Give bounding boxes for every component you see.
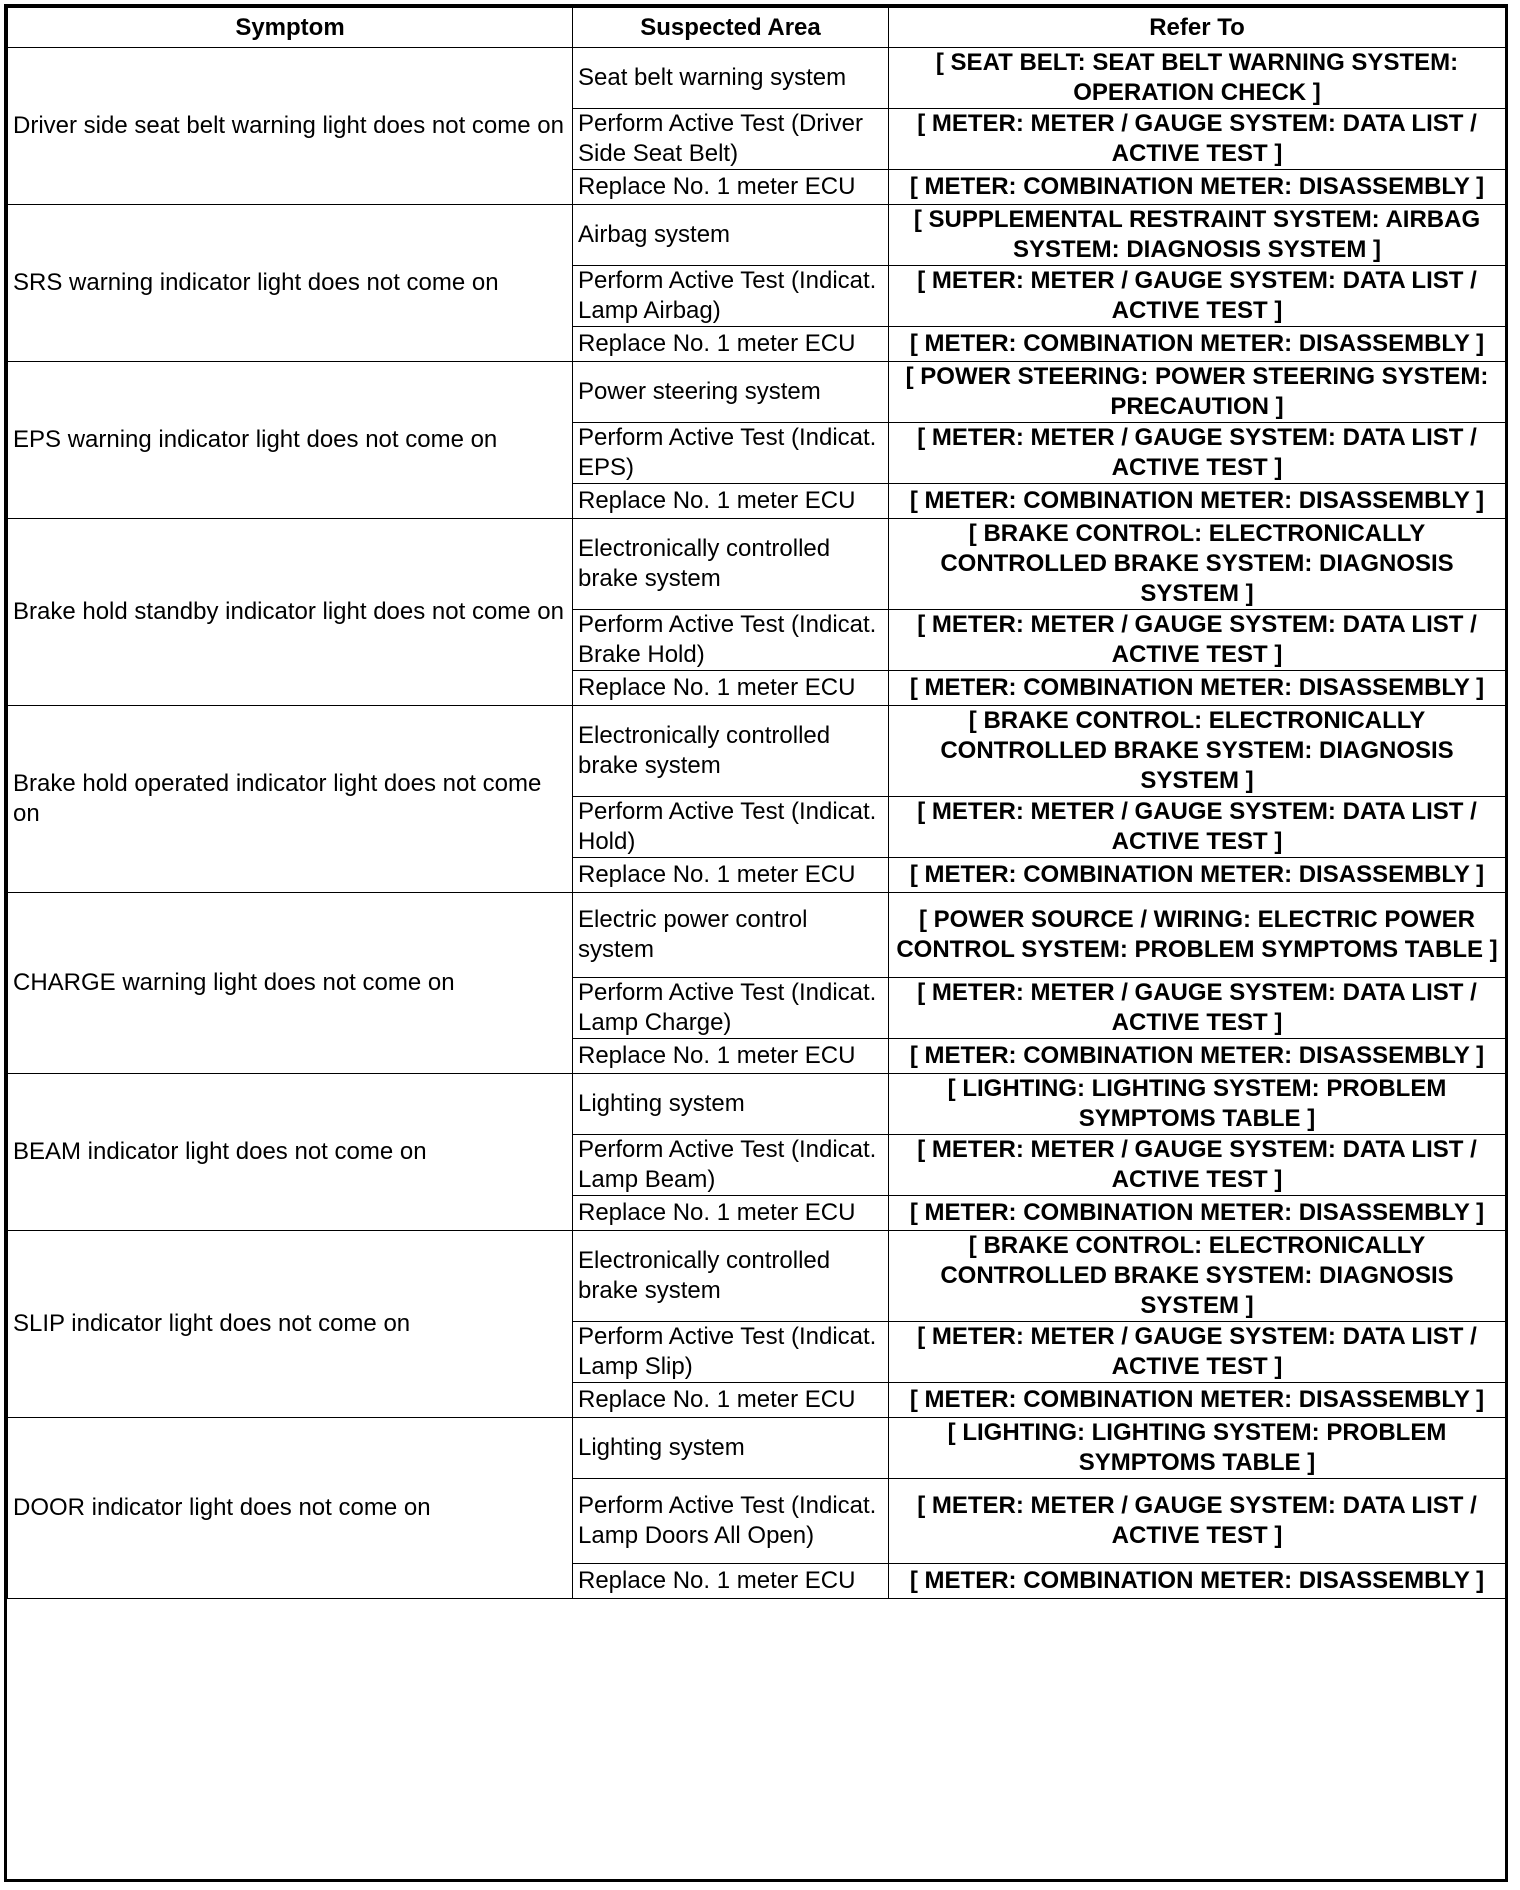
refer-to-cell: [ METER: METER / GAUGE SYSTEM: DATA LIST / ACTIVE TEST ]	[889, 610, 1506, 671]
refer-to-cell: [ METER: COMBINATION METER: DISASSEMBLY ]	[889, 484, 1506, 519]
suspected-area-cell: Perform Active Test (Indicat. Brake Hold)	[573, 610, 889, 671]
suspected-area-cell: Electric power control system	[573, 893, 889, 978]
symptom-cell: SRS warning indicator light does not come on	[8, 205, 573, 362]
refer-to-cell: [ METER: COMBINATION METER: DISASSEMBLY ]	[889, 327, 1506, 362]
suspected-area-cell: Replace No. 1 meter ECU	[573, 484, 889, 519]
table-row	[8, 519, 1506, 610]
header-suspected-area: Suspected Area	[573, 8, 889, 48]
header-refer-to: Refer To	[889, 8, 1506, 48]
refer-to-cell: [ METER: METER / GAUGE SYSTEM: DATA LIST / ACTIVE TEST ]	[889, 109, 1506, 170]
symptom-cell: EPS warning indicator light does not come on	[8, 362, 573, 519]
refer-to-cell: [ SEAT BELT: SEAT BELT WARNING SYSTEM: OPERATION CHECK ]	[889, 48, 1506, 109]
suspected-area-cell: Perform Active Test (Indicat. Lamp Airbag)	[573, 266, 889, 327]
refer-to-cell: [ POWER SOURCE / WIRING: ELECTRIC POWER CONTROL SYSTEM: PROBLEM SYMPTOMS TABLE ]	[889, 893, 1506, 978]
symptom-cell: BEAM indicator light does not come on	[8, 1074, 573, 1231]
refer-to-cell: [ METER: METER / GAUGE SYSTEM: DATA LIST / ACTIVE TEST ]	[889, 423, 1506, 484]
table-row	[8, 1418, 1506, 1479]
refer-to-cell: [ SUPPLEMENTAL RESTRAINT SYSTEM: AIRBAG SYSTEM: DIAGNOSIS SYSTEM ]	[889, 205, 1506, 266]
suspected-area-cell: Perform Active Test (Indicat. Lamp Slip)	[573, 1322, 889, 1383]
symptom-cell: DOOR indicator light does not come on	[8, 1418, 573, 1599]
refer-to-cell: [ METER: COMBINATION METER: DISASSEMBLY ]	[889, 1564, 1506, 1599]
refer-to-cell: [ METER: COMBINATION METER: DISASSEMBLY ]	[889, 170, 1506, 205]
refer-to-cell: [ METER: COMBINATION METER: DISASSEMBLY ]	[889, 858, 1506, 893]
refer-to-cell: [ METER: METER / GAUGE SYSTEM: DATA LIST / ACTIVE TEST ]	[889, 978, 1506, 1039]
refer-to-cell: [ POWER STEERING: POWER STEERING SYSTEM: PRECAUTION ]	[889, 362, 1506, 423]
suspected-area-cell: Perform Active Test (Driver Side Seat Belt)	[573, 109, 889, 170]
suspected-area-cell: Seat belt warning system	[573, 48, 889, 109]
refer-to-cell: [ METER: COMBINATION METER: DISASSEMBLY ]	[889, 1383, 1506, 1418]
refer-to-cell: [ BRAKE CONTROL: ELECTRONICALLY CONTROLLED BRAKE SYSTEM: DIAGNOSIS SYSTEM ]	[889, 706, 1506, 797]
refer-to-cell: [ METER: COMBINATION METER: DISASSEMBLY ]	[889, 671, 1506, 706]
problem-symptoms-table	[7, 7, 1506, 1599]
table-row	[8, 893, 1506, 978]
suspected-area-cell: Replace No. 1 meter ECU	[573, 1039, 889, 1074]
suspected-area-cell: Perform Active Test (Indicat. Lamp Doors All Open)	[573, 1479, 889, 1564]
suspected-area-cell: Electronically controlled brake system	[573, 519, 889, 610]
symptom-cell: Brake hold operated indicator light does not come on	[8, 706, 573, 893]
refer-to-cell: [ METER: METER / GAUGE SYSTEM: DATA LIST / ACTIVE TEST ]	[889, 797, 1506, 858]
refer-to-cell: [ BRAKE CONTROL: ELECTRONICALLY CONTROLLED BRAKE SYSTEM: DIAGNOSIS SYSTEM ]	[889, 1231, 1506, 1322]
suspected-area-cell: Electronically controlled brake system	[573, 1231, 889, 1322]
suspected-area-cell: Replace No. 1 meter ECU	[573, 1564, 889, 1599]
suspected-area-cell: Electronically controlled brake system	[573, 706, 889, 797]
suspected-area-cell: Airbag system	[573, 205, 889, 266]
header-row	[8, 8, 1506, 48]
suspected-area-cell: Perform Active Test (Indicat. Lamp Charge)	[573, 978, 889, 1039]
suspected-area-cell: Lighting system	[573, 1074, 889, 1135]
refer-to-cell: [ METER: COMBINATION METER: DISASSEMBLY ]	[889, 1196, 1506, 1231]
suspected-area-cell: Replace No. 1 meter ECU	[573, 1196, 889, 1231]
refer-to-cell: [ METER: METER / GAUGE SYSTEM: DATA LIST / ACTIVE TEST ]	[889, 1322, 1506, 1383]
suspected-area-cell: Perform Active Test (Indicat. EPS)	[573, 423, 889, 484]
refer-to-cell: [ METER: METER / GAUGE SYSTEM: DATA LIST / ACTIVE TEST ]	[889, 1135, 1506, 1196]
suspected-area-cell: Replace No. 1 meter ECU	[573, 671, 889, 706]
refer-to-cell: [ METER: COMBINATION METER: DISASSEMBLY ]	[889, 1039, 1506, 1074]
suspected-area-cell: Replace No. 1 meter ECU	[573, 327, 889, 362]
header-symptom: Symptom	[8, 8, 573, 48]
refer-to-cell: [ LIGHTING: LIGHTING SYSTEM: PROBLEM SYMPTOMS TABLE ]	[889, 1074, 1506, 1135]
suspected-area-cell: Perform Active Test (Indicat. Lamp Beam)	[573, 1135, 889, 1196]
symptom-cell: SLIP indicator light does not come on	[8, 1231, 573, 1418]
refer-to-cell: [ LIGHTING: LIGHTING SYSTEM: PROBLEM SYMPTOMS TABLE ]	[889, 1418, 1506, 1479]
table-body	[8, 48, 1506, 1599]
symptom-cell: Brake hold standby indicator light does not come on	[8, 519, 573, 706]
suspected-area-cell: Perform Active Test (Indicat. Hold)	[573, 797, 889, 858]
suspected-area-cell: Lighting system	[573, 1418, 889, 1479]
symptom-cell: Driver side seat belt warning light does not come on	[8, 48, 573, 205]
table-row	[8, 1074, 1506, 1135]
refer-to-cell: [ METER: METER / GAUGE SYSTEM: DATA LIST / ACTIVE TEST ]	[889, 1479, 1506, 1564]
suspected-area-cell: Replace No. 1 meter ECU	[573, 170, 889, 205]
table-row	[8, 48, 1506, 109]
table-row	[8, 1231, 1506, 1322]
refer-to-cell: [ BRAKE CONTROL: ELECTRONICALLY CONTROLLED BRAKE SYSTEM: DIAGNOSIS SYSTEM ]	[889, 519, 1506, 610]
table-row	[8, 205, 1506, 266]
table-row	[8, 362, 1506, 423]
suspected-area-cell: Replace No. 1 meter ECU	[573, 858, 889, 893]
symptom-cell: CHARGE warning light does not come on	[8, 893, 573, 1074]
suspected-area-cell: Replace No. 1 meter ECU	[573, 1383, 889, 1418]
table-row	[8, 706, 1506, 797]
suspected-area-cell: Power steering system	[573, 362, 889, 423]
refer-to-cell: [ METER: METER / GAUGE SYSTEM: DATA LIST / ACTIVE TEST ]	[889, 266, 1506, 327]
